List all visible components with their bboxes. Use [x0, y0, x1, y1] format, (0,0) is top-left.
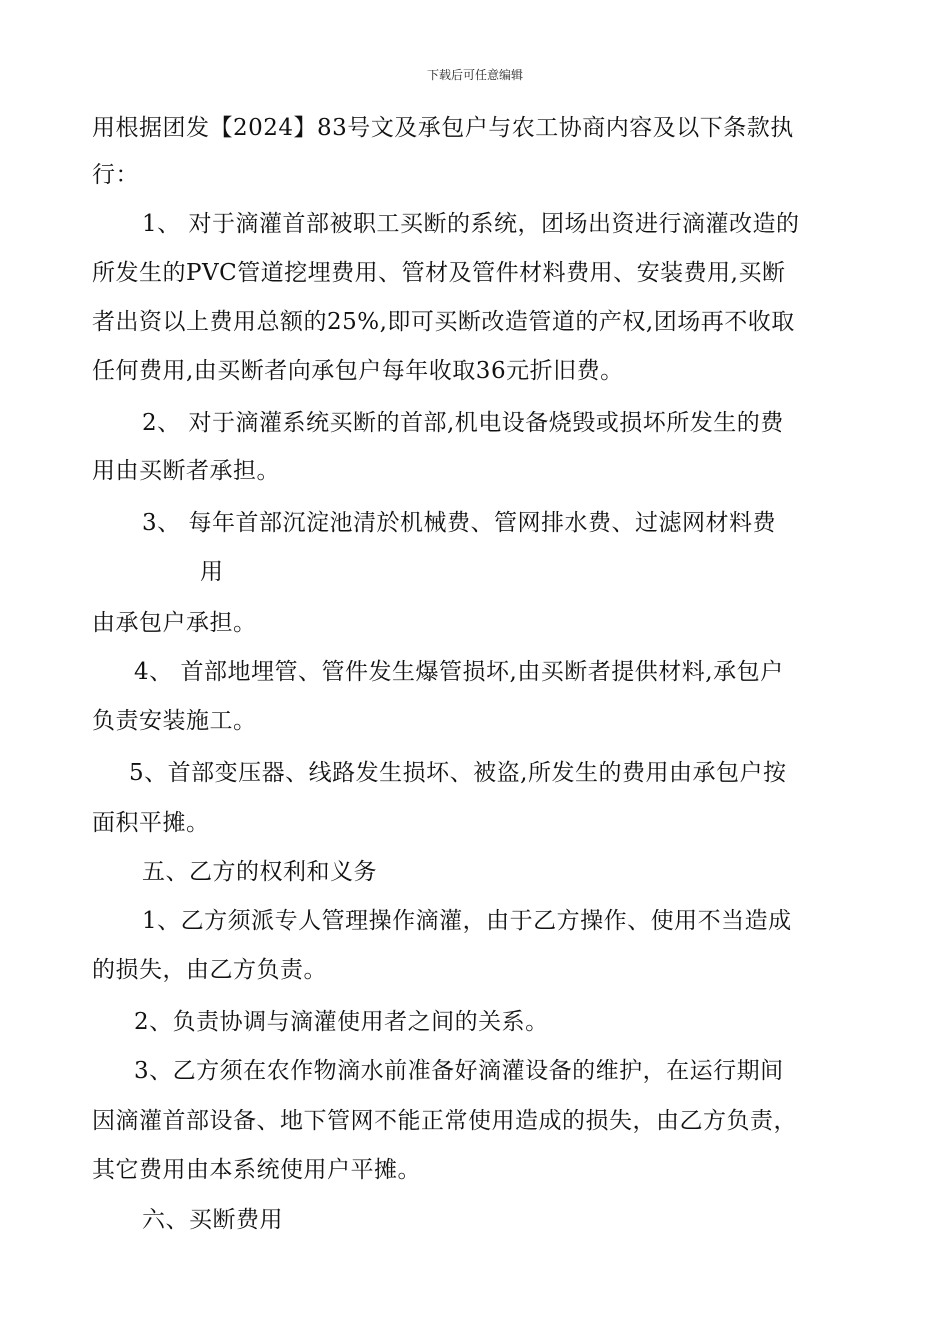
clause-5-line: 面积平摊。: [92, 810, 210, 836]
clause-4-line: 负责安装施工。: [92, 708, 257, 734]
section-heading: 六、买断费用: [142, 1207, 283, 1233]
section-heading: 五、乙方的权利和义务: [142, 859, 377, 885]
duty-3-line: 其它费用由本系统使用户平摊。: [92, 1157, 421, 1183]
clause-3-line: 用: [200, 559, 224, 585]
clause-1-line: 者出资以上费用总额的25%,即可买断改造管道的产权,团场再不收取: [92, 309, 795, 335]
clause-1-line: 1、 对于滴灌首部被职工买断的系统，团场出资进行滴灌改造的: [142, 211, 800, 237]
body-line: 行：: [92, 162, 139, 188]
body-line: 用根据团发【2024】83号文及承包户与农工协商内容及以下条款执: [92, 115, 794, 141]
clause-4-line: 4、 首部地埋管、管件发生爆管损坏,由买断者提供材料,承包户: [134, 659, 784, 685]
page-header: 下载后可任意编辑: [426, 68, 523, 82]
duty-2-line: 2、负责协调与滴灌使用者之间的关系。: [134, 1009, 549, 1035]
clause-3-line: 3、 每年首部沉淀池清於机械费、管网排水费、过滤网材料费: [142, 510, 776, 536]
duty-1-line: 1、乙方须派专人管理操作滴灌，由于乙方操作、使用不当造成: [142, 908, 792, 934]
duty-1-line: 的损失，由乙方负责。: [92, 957, 327, 983]
clause-2-line: 2、 对于滴灌系统买断的首部,机电设备烧毁或损坏所发生的费: [142, 410, 784, 436]
clause-1-line: 所发生的PVC管道挖埋费用、管材及管件材料费用、安装费用,买断: [92, 260, 786, 286]
clause-2-line: 用由买断者承担。: [92, 458, 280, 484]
duty-3-line: 因滴灌首部设备、地下管网不能正常使用造成的损失，由乙方负责，: [92, 1108, 797, 1134]
duty-3-line: 3、乙方须在农作物滴水前准备好滴灌设备的维护，在运行期间: [134, 1058, 784, 1084]
clause-5-line: 5、首部变压器、线路发生损坏、被盗,所发生的费用由承包户按: [129, 760, 787, 786]
clause-3-line: 由承包户承担。: [92, 610, 257, 636]
clause-1-line: 任何费用,由买断者向承包户每年收取36元折旧费。: [92, 358, 624, 384]
